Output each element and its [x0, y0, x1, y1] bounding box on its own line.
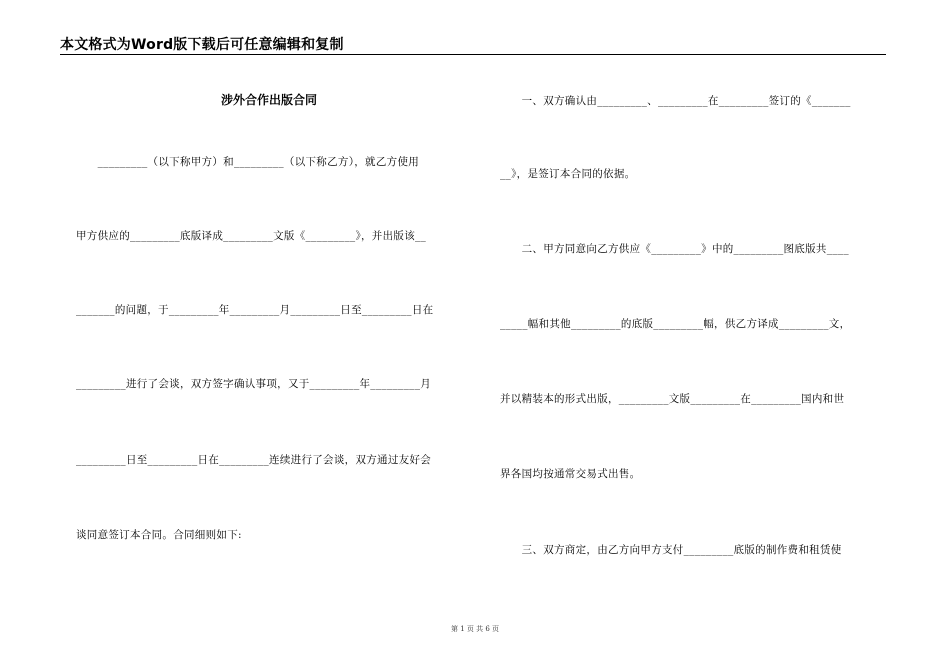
right-line-4: _____幅和其他_________的底版_________幅，供乙方译成_________文， — [500, 318, 851, 330]
right-line-3: 二、甲方同意向乙方供应《_________》中的_________图底版共____ — [500, 243, 849, 255]
left-line-1: _________（以下称甲方）和_________（以下称乙方），就乙方使用 — [76, 156, 420, 168]
right-line-7: 三、双方商定，由乙方向甲方支付_________底版的制作费和租赁使 — [500, 544, 842, 556]
document-title: 涉外合作出版合同 — [220, 93, 317, 107]
page-number: 第 1 页 共 6 页 — [450, 625, 500, 633]
page-header — [60, 34, 886, 55]
left-line-5: _________日至_________日在_________连续进行了会谈，双方通过友好会 — [76, 454, 432, 466]
right-line-1: 一、双方确认由_________、_________在_________签订的《_______ — [500, 95, 851, 107]
left-line-3: _______的问题，于_________年_________月_________日至_________日在 — [76, 304, 434, 316]
right-line-5: 并以精装本的形式出版，_________文版_________在_________国内和世 — [500, 393, 845, 405]
left-line-4: _________进行了会谈，双方签字确认事项，又于_________年_________月 — [76, 378, 432, 390]
left-line-2: 甲方供应的_________底版译成_________文版《_________》，并出版该__ — [76, 230, 427, 242]
right-line-2: __》，是签订本合同的依据。 — [500, 168, 636, 180]
left-line-6: 谈同意签订本合同。合同细则如下: — [76, 529, 242, 541]
header-text: 本文格式为Word版下载后可任意编辑和复制 — [60, 37, 344, 53]
right-line-6: 界各国均按通常交易式出售。 — [500, 468, 641, 480]
